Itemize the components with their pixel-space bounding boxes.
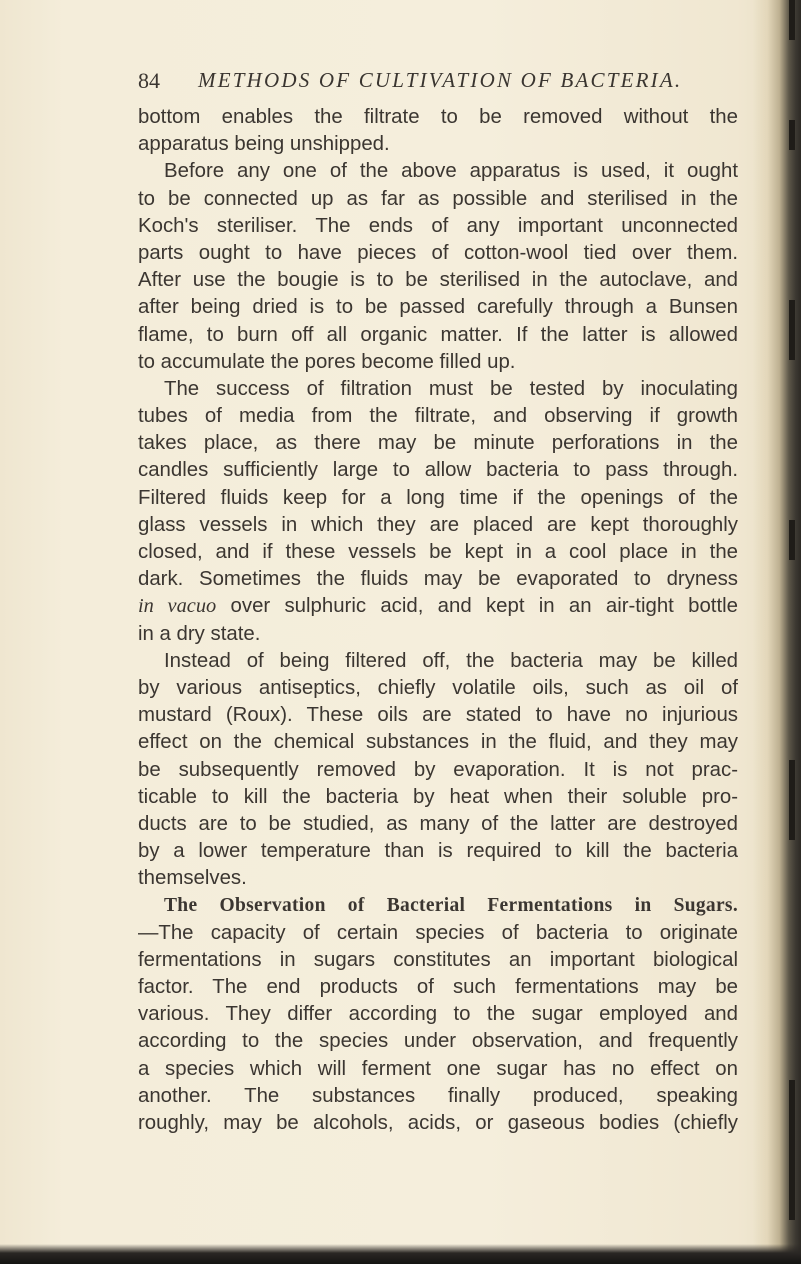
text-line: glass vessels in which they are placed are kept thoroughly (138, 513, 738, 536)
text-line: parts ought to have pieces of cotton-wool tied over them. (138, 241, 738, 264)
text-line-with-italic (138, 593, 738, 620)
section-heading: The Observation of Bacterial Fermentations in Sugars. (164, 895, 738, 917)
text-line: another. The substances finally produced, speaking (138, 1084, 738, 1107)
page-number: 84 (138, 68, 160, 93)
text-line: candles sufficiently large to allow bacteria to pass through. (138, 459, 738, 482)
text-line: themselves. (138, 867, 247, 890)
text-line: to be connected up as far as possible and sterilised in the (138, 187, 738, 210)
text-line-rest: over sulphuric acid, and kept in an air-tight bottle (230, 595, 738, 618)
text-line: Before any one of the above apparatus is used, it ought (164, 160, 738, 183)
text-line: tubes of media from the filtrate, and observing if growth (138, 405, 738, 428)
binding-streak (789, 300, 795, 360)
text-line: after being dried is to be passed carefully through a Bunsen (138, 296, 738, 319)
binding-streak (789, 760, 795, 840)
text-line: ducts are to be studied, as many of the latter are destroyed (138, 812, 738, 835)
text-line: Filtered fluids keep for a long time if the openings of the (138, 486, 738, 509)
text-line: fermentations in sugars constitutes an important biological (138, 948, 738, 971)
text-line: various. They differ according to the sugar employed and (138, 1003, 738, 1026)
text-line: effect on the chemical substances in the fluid, and they may (138, 731, 738, 754)
running-head-title: METHODS OF CULTIVATION OF BACTERIA. (198, 68, 683, 92)
running-header (138, 68, 738, 98)
text-line: Instead of being filtered off, the bacteria may be killed (164, 649, 738, 672)
text-line: Koch's steriliser. The ends of any important unconnected (138, 214, 738, 237)
text-line: closed, and if these vessels be kept in a cool place in the (138, 541, 738, 563)
text-line: mustard (Roux). These oils are stated to have no injurious (138, 704, 738, 727)
text-line: —The capacity of certain species of bacteria to originate (138, 921, 738, 944)
binding-streak (789, 0, 795, 40)
page-bottom-edge-shadow (0, 1244, 801, 1264)
binding-streak (789, 520, 795, 560)
text-line: After use the bougie is to be sterilised in the autoclave, and (138, 269, 738, 292)
text-line: dark. Sometimes the fluids may be evaporated to dryness (138, 568, 738, 591)
text-line: factor. The end products of such fermentations may be (138, 976, 738, 998)
text-line: flame, to burn off all organic matter. If the latter is allowed (138, 323, 738, 346)
text-line: takes place, as there may be minute perforations in the (138, 432, 738, 455)
binding-streak (789, 1080, 795, 1220)
text-line: to accumulate the pores become filled up. (138, 350, 516, 373)
text-line: bottom enables the filtrate to be removed without the (138, 106, 738, 128)
text-line: The success of filtration must be tested by inoculating (164, 377, 738, 400)
text-line: a species which will ferment one sugar has no effect on (138, 1057, 738, 1080)
italic-phrase: in vacuo (138, 595, 217, 618)
body-text (138, 104, 738, 1137)
text-line: by a lower temperature than is required to kill the bacteria (138, 840, 738, 863)
text-line: apparatus being unshipped. (138, 133, 390, 156)
text-line: ticable to kill the bacteria by heat when their soluble pro- (138, 785, 738, 808)
binding-streak (789, 120, 795, 150)
text-line: by various antiseptics, chiefly volatile oils, such as oil of (138, 676, 738, 699)
text-line: be subsequently removed by evaporation. It is not prac- (138, 758, 738, 781)
text-line: roughly, may be alcohols, acids, or gaseous bodies (chiefly (138, 1111, 738, 1134)
text-line: in a dry state. (138, 622, 261, 645)
text-line: according to the species under observation, and frequently (138, 1030, 738, 1053)
page-right-edge-shadow (753, 0, 801, 1264)
